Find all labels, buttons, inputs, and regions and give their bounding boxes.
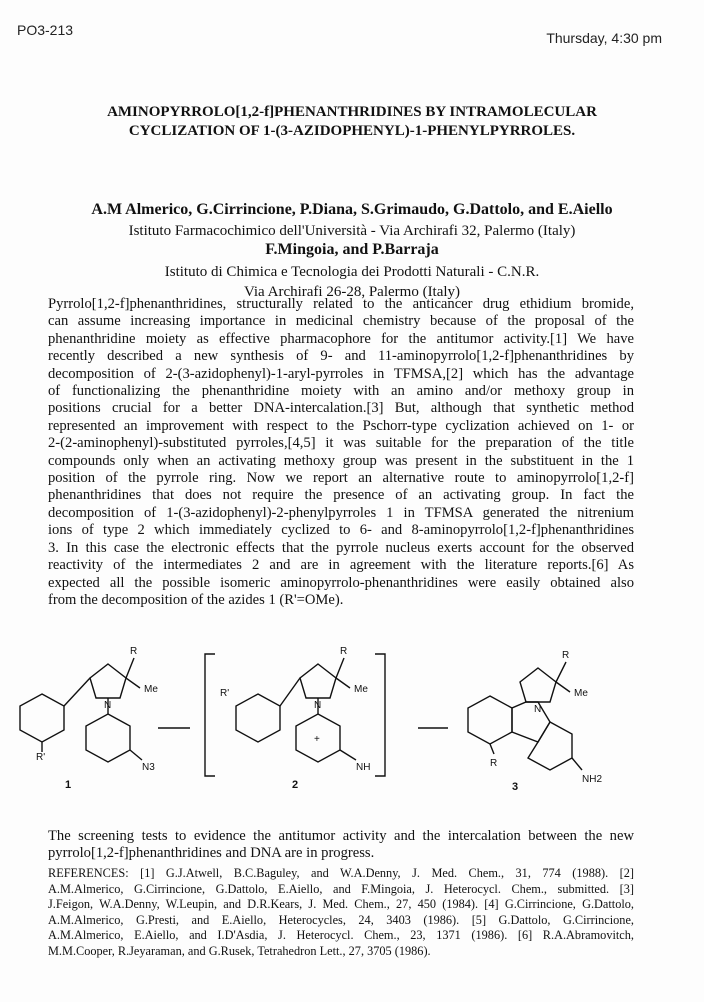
body-line: can assume increasing importance in medicinal chemistry because of the proposal of the: [48, 313, 634, 330]
references: [48, 866, 634, 959]
abstract-body: [48, 296, 634, 609]
body-line: 2-(2-aminophenyl)-substituted pyrroles,[4,5] it was suitable for the preparation of the title: [48, 435, 634, 452]
affiliation-primary: Istituto Farmacochimico dell'Università - Via Archirafi 32, Palermo (Italy): [128, 223, 576, 239]
reference-line: A.M.Almerico, G.Presti, and E.Aiello, Heterocycles, 24, 3403 (1986). [5] G.Dattolo, G.Cirrincione,: [48, 912, 634, 927]
label-N: N: [104, 700, 112, 711]
label-Me: Me: [354, 684, 368, 695]
label-R-prime: R': [220, 688, 230, 699]
compound-number-3: 3: [512, 781, 519, 793]
affiliation-secondary-line1: Istituto di Chimica e Tecnologia dei Prodotti Naturali - C.N.R.: [164, 264, 540, 280]
label-NH2: NH2: [582, 774, 603, 785]
body-line: represented an improvement with respect to the Pschorr-type cyclization achieved on 1- or: [48, 417, 634, 434]
body-line: expected all the possible isomeric aminopyrrolo-phenanthridines were easily obtained also: [48, 574, 634, 591]
label-plus: +: [314, 734, 320, 745]
reference-line: M.M.Cooper, R.Jeyaraman, and G.Rusek, Tetrahedron Lett., 27, 3705 (1986).: [48, 943, 431, 958]
abstract-code: PO3-213: [17, 22, 74, 38]
conclusion-line: pyrrolo[1,2-f]phenanthridines and DNA are in progress.: [48, 845, 375, 861]
body-line: decomposition of 1-(3-azidophenyl)-2-phenylpyrroles 1 in TFMSA generated the nitrenium: [48, 504, 634, 521]
label-Me: Me: [574, 688, 588, 699]
pyrrole-ring: [90, 664, 126, 698]
label-N: N: [534, 704, 542, 715]
title-line: CYCLIZATION OF 1-(3-AZIDOPHENYL)-1-PHENYLPYRROLES.: [128, 123, 576, 139]
reference-line: A.M.Almerico, E.Aiello, and I.D'Asdia, J. Heterocycl. Chem., 23, 1371 (1986). [6] R.A.Abramovitch,: [48, 928, 634, 942]
label-NH: NH: [356, 762, 371, 773]
reference-line: REFERENCES: [1] G.J.Atwell, B.C.Baguley, and W.A.Denny, J. Med. Chem., 31, 774 (1988). [2]: [48, 866, 634, 880]
body-line: decomposition of 2-(3-azidophenyl)-1-aryl-pyrroles in TFMSA,[2] which has the advantage: [48, 365, 634, 382]
authors-secondary: F.Mingoia, and P.Barraja: [265, 241, 439, 258]
body-line: positions crucial for a better DNA-intercalation.[3] But, although that synthetic method: [48, 400, 634, 417]
body-line: phenanthridines that does not require the presence of an activating group. In fact the: [48, 487, 634, 504]
label-N: N: [314, 700, 322, 711]
body-line: reactivity of the intermediates 2 and are in agreement with the literature reports.[6] As: [48, 557, 634, 574]
body-line: of functionalizing the phenanthridine moiety with an amino and/or methoxy group in: [48, 383, 634, 400]
reaction-scheme: [0, 636, 704, 806]
conclusion: [48, 828, 634, 862]
body-line: from the decomposition of the azides 1 (R'=OMe).: [48, 591, 344, 608]
reference-line: A.M.Almerico, G.Cirrincione, G.Dattolo, E.Aiello, and F.Mingoia, J. Heterocycl. Chem., submitted. [3]: [48, 881, 634, 896]
label-R: R: [340, 646, 348, 657]
conclusion-line: The screening tests to evidence the antitumor activity and the intercalation between the new: [48, 828, 634, 844]
benzene-ring: [20, 694, 64, 742]
body-line: position of the pyrrole ring. Now we report an alternative route to aminopyrrolo[1,2-f]: [48, 470, 634, 487]
authors-primary: A.M Almerico, G.Cirrincione, P.Diana, S.Grimaudo, G.Dattolo, and E.Aiello: [91, 201, 613, 218]
session-time: Thursday, 4:30 pm: [546, 30, 662, 46]
body-line: compounds only when an activating methoxy group was present in the substituent in the 1: [48, 452, 634, 469]
body-line: recently described a new synthesis of 9- and 11-aminopyrrolo[1,2-f]phenanthridines by: [48, 348, 634, 365]
label-N3: N3: [142, 762, 155, 773]
body-line: phenanthridine moiety as effective pharmacophore for the antitumor activity.[1] We have: [48, 330, 634, 347]
label-R: R: [562, 650, 570, 661]
paper-title: [0, 103, 704, 141]
label-R: R: [130, 646, 138, 657]
title-line: AMINOPYRROLO[1,2-f]PHENANTHRIDINES BY INTRAMOLECULAR: [107, 104, 597, 120]
compound-number-2: 2: [292, 779, 299, 791]
body-line: Pyrrolo[1,2-f]phenanthridines, structurally related to the anticancer drug ethidium bromide,: [48, 296, 634, 312]
body-line: 3. In this case the electronic effects that the pyrrole nucleus exerts account for the observed: [48, 539, 634, 556]
affiliation-secondary-line2: Via Archirafi 26-28, Palermo (Italy): [243, 284, 461, 300]
body-line: ions of type 2 which immediately cyclized to 6- and 8-aminopyrrolo[1,2-f]phenanthridines: [48, 522, 634, 539]
label-Me: Me: [144, 684, 158, 695]
label-R-prime: R': [36, 752, 46, 763]
reference-line: J.Feigon, W.A.Denny, W.Leupin, and D.R.Kears, J. Med. Chem., 27, 450 (1984). [4] G.Cirrincione, G.Dattolo,: [48, 897, 634, 911]
label-R: R: [490, 758, 498, 769]
compound-number-1: 1: [65, 779, 72, 791]
